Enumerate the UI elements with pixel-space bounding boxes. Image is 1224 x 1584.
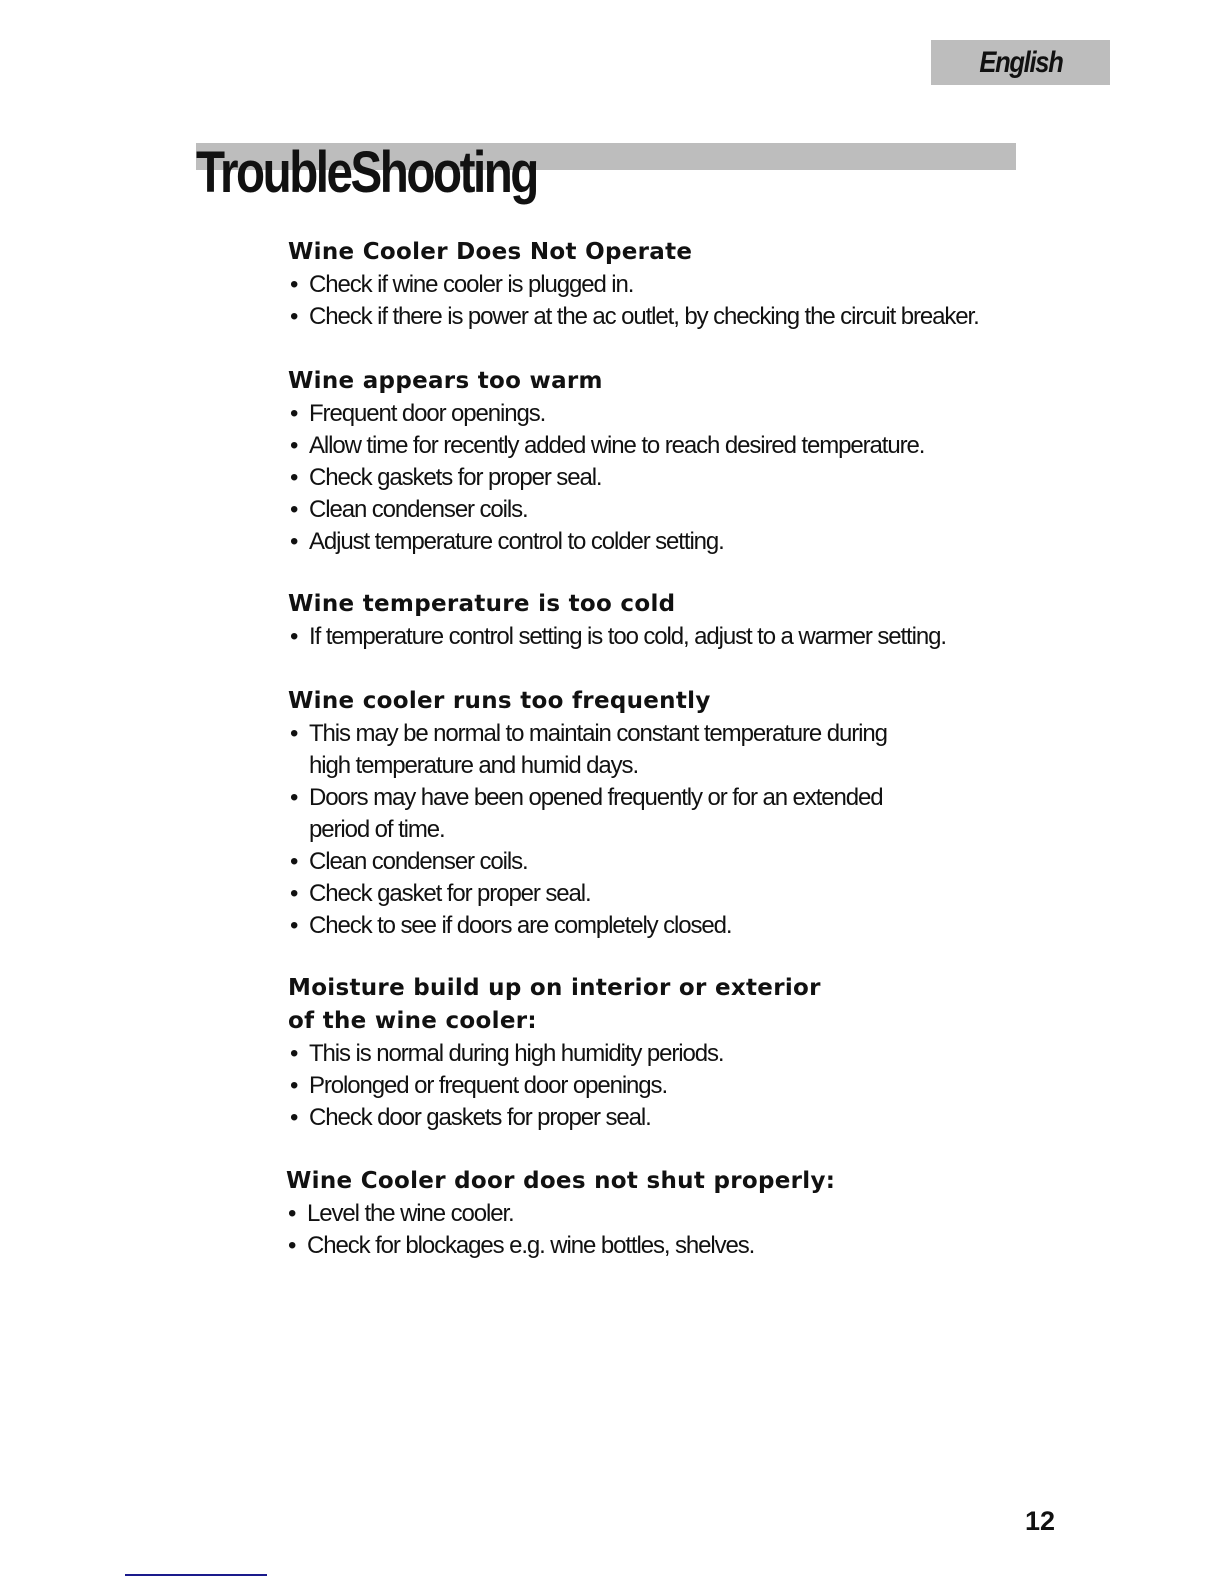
section-heading: Wine Cooler Does Not Operate bbox=[288, 239, 693, 265]
list-item: • Check if wine cooler is plugged in. bbox=[290, 271, 634, 298]
list-item: • Clean condenser coils. bbox=[290, 848, 528, 875]
list-item: • Adjust temperature control to colder setting. bbox=[290, 528, 724, 555]
section-door-not-shut bbox=[286, 1165, 1006, 1262]
list-item: • This is normal during high humidity periods. bbox=[290, 1040, 724, 1067]
language-label: English bbox=[978, 45, 1063, 79]
section-too-cold bbox=[288, 588, 1008, 653]
section-too-warm bbox=[288, 365, 988, 558]
section-moisture bbox=[288, 972, 848, 1134]
section-heading: Wine appears too warm bbox=[288, 368, 603, 394]
language-tab bbox=[931, 40, 1110, 85]
section-heading: Wine temperature is too cold bbox=[288, 591, 676, 617]
page-title: TroubleShooting bbox=[196, 140, 537, 205]
list-item: • If temperature control setting is too cold, adjust to a warmer setting. bbox=[290, 623, 946, 650]
section-heading: Moisture build up on interior or exterior of the wine cooler: bbox=[288, 975, 821, 1034]
list-item: • Check gaskets for proper seal. bbox=[290, 464, 602, 491]
list-item: • Clean condenser coils. bbox=[290, 496, 528, 523]
list-item: • Check for blockages e.g. wine bottles, shelves. bbox=[288, 1232, 755, 1259]
list-item: • Frequent door openings. bbox=[290, 400, 546, 427]
list-item: • Check if there is power at the ac outlet, by checking the circuit breaker. bbox=[290, 303, 979, 330]
section-heading: Wine cooler runs too frequently bbox=[288, 688, 711, 714]
list-item: • Check to see if doors are completely closed. bbox=[290, 912, 732, 939]
footer-rule bbox=[125, 1574, 267, 1576]
list-item: • Check door gaskets for proper seal. bbox=[290, 1104, 651, 1131]
list-item: • Check gasket for proper seal. bbox=[290, 880, 591, 907]
list-item: • Allow time for recently added wine to reach desired temperature. bbox=[290, 432, 925, 459]
section-heading: Wine Cooler door does not shut properly: bbox=[286, 1168, 836, 1194]
list-item: • This may be normal to maintain constant temperature during high temperature and humid days. bbox=[290, 720, 887, 779]
section-does-not-operate bbox=[288, 236, 1028, 333]
page-number: 12 bbox=[1025, 1506, 1056, 1536]
section-runs-too-frequently bbox=[288, 685, 908, 942]
list-item: • Doors may have been opened frequently or for an extended period of time. bbox=[290, 784, 883, 843]
list-item: • Prolonged or frequent door openings. bbox=[290, 1072, 668, 1099]
list-item: • Level the wine cooler. bbox=[288, 1200, 514, 1227]
